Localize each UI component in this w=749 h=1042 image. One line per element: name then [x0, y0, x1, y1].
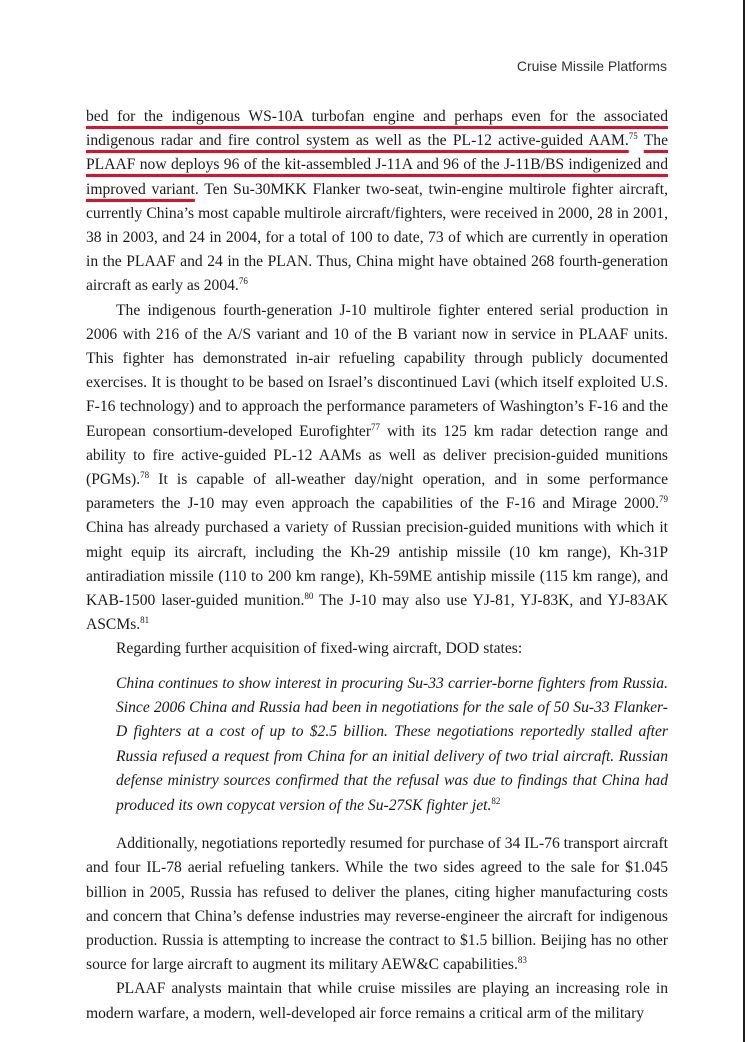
highlighted-text-a: bed for the indigenous WS-10A turbofan engine and perhaps even for the associated indigenous radar and fire control system as well as the PL-12 active-guided AAM. [86, 108, 668, 150]
footnote-ref: 75 [628, 131, 638, 142]
paragraph-2 [86, 299, 668, 638]
footnote-ref: 81 [140, 615, 150, 626]
paragraph-4-text: Additionally, negotiations reportedly resumed for purchase of 34 IL-76 transport aircraft and four IL-78 aerial refueling tankers. While the two sides agreed to the sale for $1.045 billion in 2005, Russia has refused to deliver the planes, citing higher manufacturing costs and concern that China’s defense industries may reverse-engineer the aircraft for indigenous production. Russia is attempting to increase the contract to $1.5 billion. Beijing has no other source for large aircraft to augment its military AEW&C capabilities. [86, 835, 668, 974]
footnote-ref: 83 [517, 955, 527, 966]
paragraph-2-text: with its 125 km radar detection range and ability to fire active-guided PL-12 AAMs as well as deliver precision-guided munitions (PGMs). [86, 422, 668, 489]
paragraph-2-text: The indigenous fourth-generation J-10 multirole fighter entered serial production in 2006 with 216 of the A/S variant and 10 of the B variant now in service in PLAAF units. This fighter has demonstrated in-air refueling capability through publicly documented exercises. It is thought to be based on Israel’s discontinued Lavi (which itself exploited U.S. F-16 technology) and to approach the performance parameters of Washington’s F-16 and the European consortium-developed Eurofighter [86, 301, 668, 440]
block-quote [116, 672, 668, 818]
paragraph-1-text: . Ten Su-30MKK Flanker two-seat, twin-engine multirole fighter aircraft, currently China’s most capable multirole aircraft/fighters, were received in 2000, 28 in 2001, 38 in 2003, and 24 in 2004, for a total of 100 to date, 73 of which are currently in operation in the PLAAF and 24 in the PLAN. Thus, China might have obtained 268 fourth-generation aircraft as early as 2004. [86, 180, 668, 295]
paragraph-2-text: The J-10 may also use YJ-81, YJ-83K, and YJ-83AK ASCMs. [86, 592, 668, 634]
footnote-ref: 77 [371, 421, 381, 432]
running-head: Cruise Missile Platforms [516, 58, 667, 74]
highlighted-text-b: The PLAAF now deploys 96 of the kit-assembled J-11A and 96 of the J-11B/BS indigenized and improved variant [86, 132, 668, 198]
paragraph-5: PLAAF analysts maintain that while cruise missiles are playing an increasing role in modern warfare, a modern, well-developed air force remains a critical arm of the military [86, 980, 668, 1022]
footnote-ref: 76 [238, 276, 248, 287]
footnote-ref: 82 [491, 795, 501, 806]
paragraph-2-text: It is capable of all-weather day/night operation, and in some performance parameters the J-10 may even approach the capabilities of the F-16 and Mirage 2000. [86, 471, 668, 513]
footnote-ref: 78 [140, 470, 150, 481]
paragraph-2-text: China has already purchased a variety of Russian precision-guided munitions with which it might equip its aircraft, including the Kh-29 antiship missile (10 km range), Kh-31P antiradiation missile (110 to 200 km range), Kh-59ME antiship missile (115 km range), and KAB-1500 laser-guided munition. [86, 519, 668, 610]
block-quote-text: China continues to show interest in procuring Su-33 carrier-borne fighters from Russia. Since 2006 China and Russia had been in negotiations for the sale of 50 Su-33 Flanker-D fighters at a cost of up to $2.5 billion. These negotiations reportedly stalled after Russia refused a request from China for an initial delivery of two trial aircraft. Russian defense ministry sources confirmed that the refusal was due to findings that China had produced its own copycat version of the Su-27SK fighter jet. [116, 674, 668, 814]
body-text [86, 105, 668, 1026]
paragraph-3: Regarding further acquisition of fixed-wing aircraft, DOD states: [116, 640, 523, 658]
paragraph-4 [86, 832, 668, 977]
footnote-ref: 80 [304, 591, 314, 602]
footnote-ref: 79 [659, 494, 668, 505]
page-edge-rule [743, 0, 745, 1042]
paragraph-1 [86, 105, 668, 299]
